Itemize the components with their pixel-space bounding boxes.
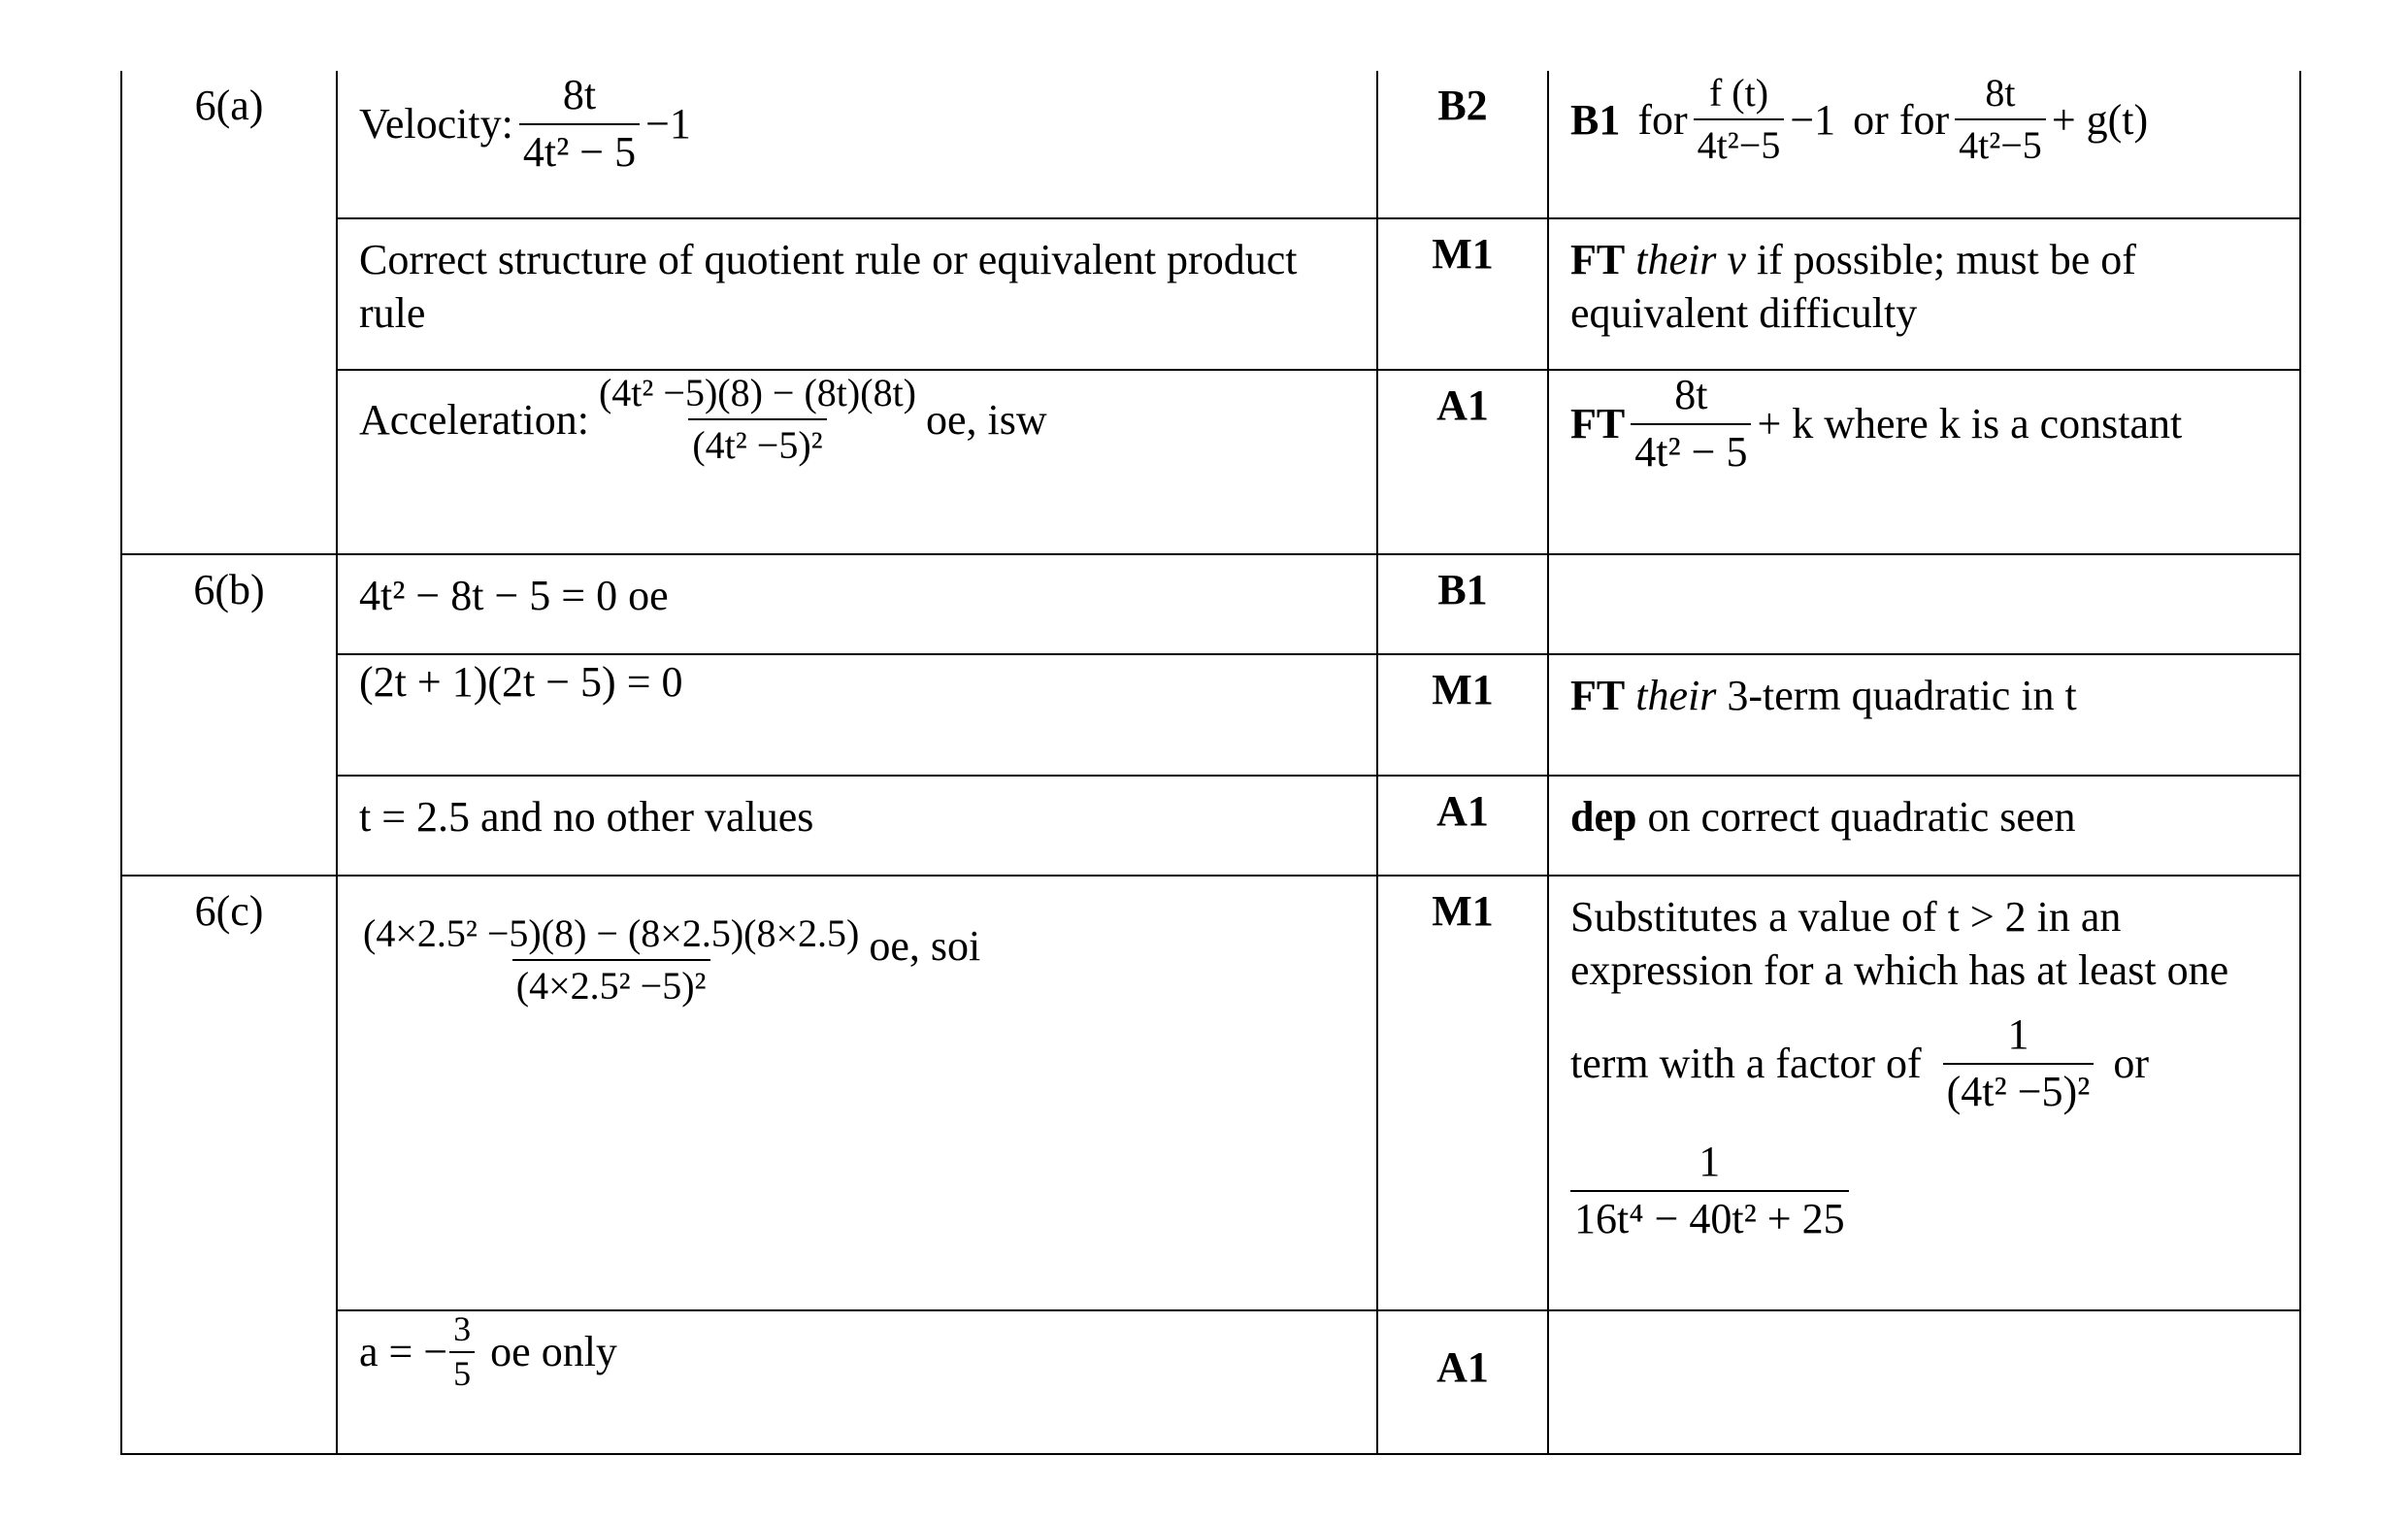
table-row <box>121 876 2300 1310</box>
fraction-numerator: 3 <box>453 1309 472 1348</box>
guidance-text: or <box>2113 1040 2150 1088</box>
fraction-denominator: 4t²−5 <box>1955 118 2046 168</box>
guidance-text: for <box>1637 95 1688 144</box>
acceleration-fraction <box>595 371 920 468</box>
table-row <box>121 554 2300 654</box>
guidance-cell <box>1548 71 2300 218</box>
fraction-denominator: (4×2.5² −5)² <box>512 959 710 1009</box>
answer-text: Correct structure of quotient rule or equivalent product rule <box>359 236 1298 337</box>
answer-text: (2t + 1)(2t − 5) = 0 <box>359 658 683 706</box>
question-label: 6(b) <box>193 566 265 613</box>
mark-cell <box>1377 554 1548 654</box>
guidance-fraction <box>1570 1138 1849 1243</box>
mark-label: B2 <box>1437 82 1488 129</box>
guidance-cell <box>1548 370 2300 554</box>
guidance-cell <box>1548 654 2300 776</box>
guidance-text: + g(t) <box>2051 95 2149 144</box>
question-cell <box>121 554 337 876</box>
guidance-text: on correct quadratic seen <box>1647 793 2076 841</box>
guidance-text: or for <box>1853 95 1950 144</box>
guidance-cell <box>1548 554 2300 654</box>
answer-suffix: oe only <box>490 1328 617 1376</box>
answer-cell <box>337 876 1377 1310</box>
fraction-numerator: 8t <box>1674 371 1708 418</box>
mark-label: A1 <box>1436 1343 1489 1391</box>
fraction-numerator: 8t <box>1985 71 2016 115</box>
guidance-text: Substitutes a value of t > 2 in an expression for a which has at least one <box>1570 893 2229 994</box>
answer-suffix: oe, isw <box>926 395 1047 444</box>
guidance-text: −1 <box>1790 95 1836 144</box>
fraction-numerator: f (t) <box>1708 71 1769 115</box>
table-row <box>121 370 2300 554</box>
answer-fraction <box>449 1311 475 1393</box>
guidance-text: if possible; must be of equivalent difficulty <box>1570 236 2136 337</box>
mark-code: dep <box>1570 793 1637 841</box>
fraction-numerator: 1 <box>2007 1010 2029 1058</box>
answer-text: 4t² − 8t − 5 = 0 oe <box>359 572 669 619</box>
mark-cell <box>1377 876 1548 1310</box>
mark-scheme-table <box>120 71 2301 1455</box>
mark-cell <box>1377 776 1548 876</box>
table-row <box>121 1310 2300 1454</box>
question-label: 6(a) <box>194 82 264 129</box>
answer-cell <box>337 71 1377 218</box>
mark-code: FT <box>1570 672 1626 719</box>
guidance-fraction <box>1631 371 1751 477</box>
answer-text: t = 2.5 and no other values <box>359 793 814 841</box>
question-cell <box>121 71 337 554</box>
answer-prefix: Velocity: <box>359 100 513 149</box>
mark-cell <box>1377 370 1548 554</box>
answer-cell <box>337 776 1377 876</box>
mark-code: FT <box>1570 400 1626 448</box>
fraction-numerator: (4×2.5² −5)(8) − (8×2.5)(8×2.5) <box>363 911 860 955</box>
fraction-denominator: 4t²−5 <box>1694 118 1785 168</box>
question-cell <box>121 876 337 1454</box>
mark-cell <box>1377 654 1548 776</box>
answer-prefix: Acceleration: <box>359 395 589 444</box>
guidance-text: 3-term quadratic in t <box>1727 672 2077 719</box>
mark-label: A1 <box>1436 787 1489 835</box>
mark-label: B1 <box>1437 566 1488 613</box>
guidance-cell <box>1548 1310 2300 1454</box>
mark-code: FT <box>1570 236 1626 283</box>
table-row <box>121 218 2300 370</box>
guidance-text: term with a factor of <box>1570 1040 1922 1088</box>
guidance-italic: their <box>1635 672 1717 719</box>
fraction-numerator: (4t² −5)(8) − (8t)(8t) <box>598 371 916 414</box>
table-row <box>121 71 2300 218</box>
guidance-italic: their v <box>1635 236 1746 283</box>
answer-suffix: −1 <box>645 100 691 149</box>
velocity-fraction <box>519 71 640 177</box>
mark-code: B1 <box>1570 95 1621 144</box>
fraction-denominator: (4t² −5)² <box>1943 1063 2095 1117</box>
mark-cell <box>1377 71 1548 218</box>
question-label: 6(c) <box>194 887 264 935</box>
answer-prefix: a = − <box>359 1328 448 1376</box>
fraction-denominator: 4t² − 5 <box>1631 423 1751 478</box>
guidance-text: + k where k is a constant <box>1757 400 2183 448</box>
mark-label: M1 <box>1432 666 1494 713</box>
fraction-numerator: 1 <box>1699 1138 1721 1186</box>
guidance-fraction <box>1943 1010 2095 1116</box>
answer-suffix: oe, soi <box>869 922 981 970</box>
table-row <box>121 654 2300 776</box>
table-row <box>121 776 2300 876</box>
fraction-numerator: 8t <box>562 71 597 118</box>
fraction-denominator: 5 <box>449 1351 475 1393</box>
guidance-fraction <box>1694 71 1785 168</box>
answer-cell <box>337 370 1377 554</box>
fraction-denominator: 4t² − 5 <box>519 123 640 178</box>
guidance-cell <box>1548 776 2300 876</box>
mark-cell <box>1377 218 1548 370</box>
answer-cell <box>337 218 1377 370</box>
answer-cell <box>337 654 1377 776</box>
mark-label: M1 <box>1432 887 1494 935</box>
guidance-cell <box>1548 218 2300 370</box>
fraction-denominator: 16t⁴ − 40t² + 25 <box>1570 1190 1849 1244</box>
answer-cell <box>337 1310 1377 1454</box>
fraction-denominator: (4t² −5)² <box>688 418 826 468</box>
substitution-fraction <box>359 911 863 1009</box>
answer-cell <box>337 554 1377 654</box>
mark-label: A1 <box>1436 381 1489 429</box>
mark-cell <box>1377 1310 1548 1454</box>
mark-label: M1 <box>1432 230 1494 278</box>
guidance-fraction <box>1955 71 2046 168</box>
guidance-cell <box>1548 876 2300 1310</box>
